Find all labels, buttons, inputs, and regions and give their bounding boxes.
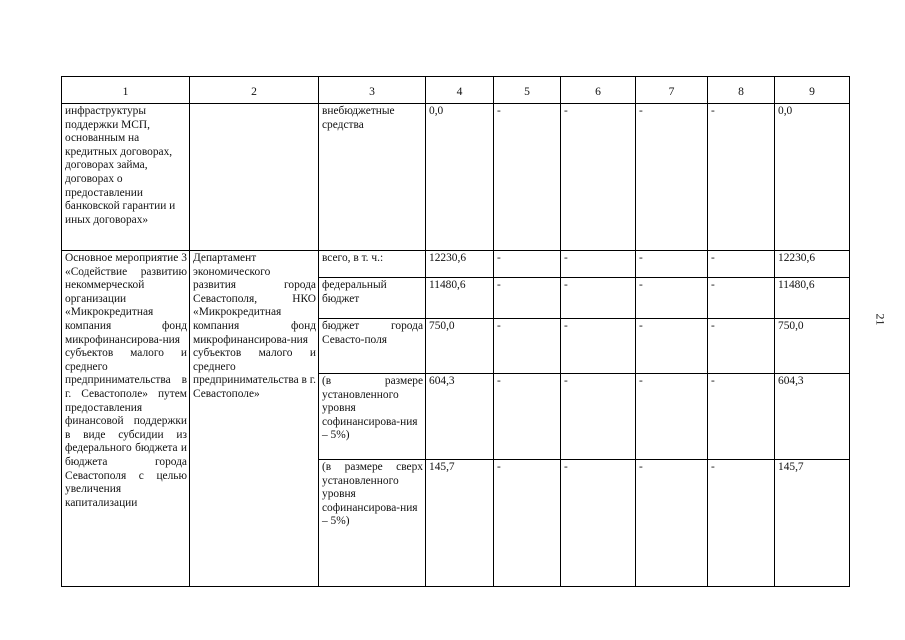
header-cell: 1	[62, 77, 190, 104]
value-cell: 12230,6	[775, 251, 850, 278]
value-cell: 12230,6	[426, 251, 494, 278]
header-cell: 9	[775, 77, 850, 104]
value-cell: 0,0	[426, 104, 494, 251]
value-cell: -	[494, 278, 561, 319]
header-cell: 7	[636, 77, 708, 104]
page-number: 21	[873, 313, 888, 326]
header-cell: 8	[708, 77, 775, 104]
value-cell: -	[636, 374, 708, 460]
source-cell: внебюджетные средства	[319, 104, 426, 251]
value-cell: 0,0	[775, 104, 850, 251]
value-cell: 604,3	[775, 374, 850, 460]
value-cell: 750,0	[775, 319, 850, 374]
value-cell: -	[708, 104, 775, 251]
value-cell: -	[494, 374, 561, 460]
value-cell: -	[494, 251, 561, 278]
value-cell: -	[636, 251, 708, 278]
value-cell: -	[561, 319, 636, 374]
value-cell: -	[636, 104, 708, 251]
value-cell: 145,7	[775, 460, 850, 587]
value-cell: -	[636, 278, 708, 319]
value-cell: -	[561, 104, 636, 251]
value-cell: -	[561, 460, 636, 587]
header-cell: 6	[561, 77, 636, 104]
value-cell: -	[494, 319, 561, 374]
executor-cell: Департамент экономического развития города Севастополя, НКО «Микрокредитная компания фонд микрофинансирова-ния субъектов малого и среднего предпринимательства в г. Севастополе»	[190, 251, 319, 587]
value-cell: -	[561, 278, 636, 319]
budget-table	[61, 76, 850, 587]
value-cell: 604,3	[426, 374, 494, 460]
value-cell: -	[636, 319, 708, 374]
value-cell: -	[494, 460, 561, 587]
table-row	[62, 251, 850, 278]
source-cell: (в размере сверх установленного уровня софинансирова-ния – 5%)	[319, 460, 426, 587]
executor-cell	[190, 104, 319, 251]
source-cell: всего, в т. ч.:	[319, 251, 426, 278]
header-cell: 4	[426, 77, 494, 104]
header-cell: 3	[319, 77, 426, 104]
source-cell: (в размере установленного уровня софинансирова-ния – 5%)	[319, 374, 426, 460]
value-cell: -	[636, 460, 708, 587]
value-cell: -	[708, 460, 775, 587]
value-cell: -	[708, 319, 775, 374]
source-cell: бюджет города Севасто-поля	[319, 319, 426, 374]
value-cell: -	[708, 278, 775, 319]
table-row	[62, 104, 850, 251]
activity-cell: Основное мероприятие 3 «Содействие развитию некоммерческой организации «Микрокредитная компания фонд микрофинансирова-ния субъектов малого и среднего предпринимательства в г. Севастополе» путем предоставления финансовой поддержки в виде субсидии из федерального бюджета и бюджета города Севастополя с целью увеличения капитализации	[62, 251, 190, 587]
value-cell: -	[708, 374, 775, 460]
value-cell: -	[561, 251, 636, 278]
value-cell: -	[561, 374, 636, 460]
value-cell: 11480,6	[775, 278, 850, 319]
value-cell: 750,0	[426, 319, 494, 374]
value-cell: -	[708, 251, 775, 278]
header-cell: 5	[494, 77, 561, 104]
source-cell: федеральный бюджет	[319, 278, 426, 319]
activity-cell: инфраструктуры поддержки МСП, основанным на кредитных договорах, договорах займа, договорах о предоставлении банковской гарантии и иных договорах»	[62, 104, 190, 251]
header-row	[62, 77, 850, 104]
value-cell: -	[494, 104, 561, 251]
value-cell: 11480,6	[426, 278, 494, 319]
header-cell: 2	[190, 77, 319, 104]
value-cell: 145,7	[426, 460, 494, 587]
